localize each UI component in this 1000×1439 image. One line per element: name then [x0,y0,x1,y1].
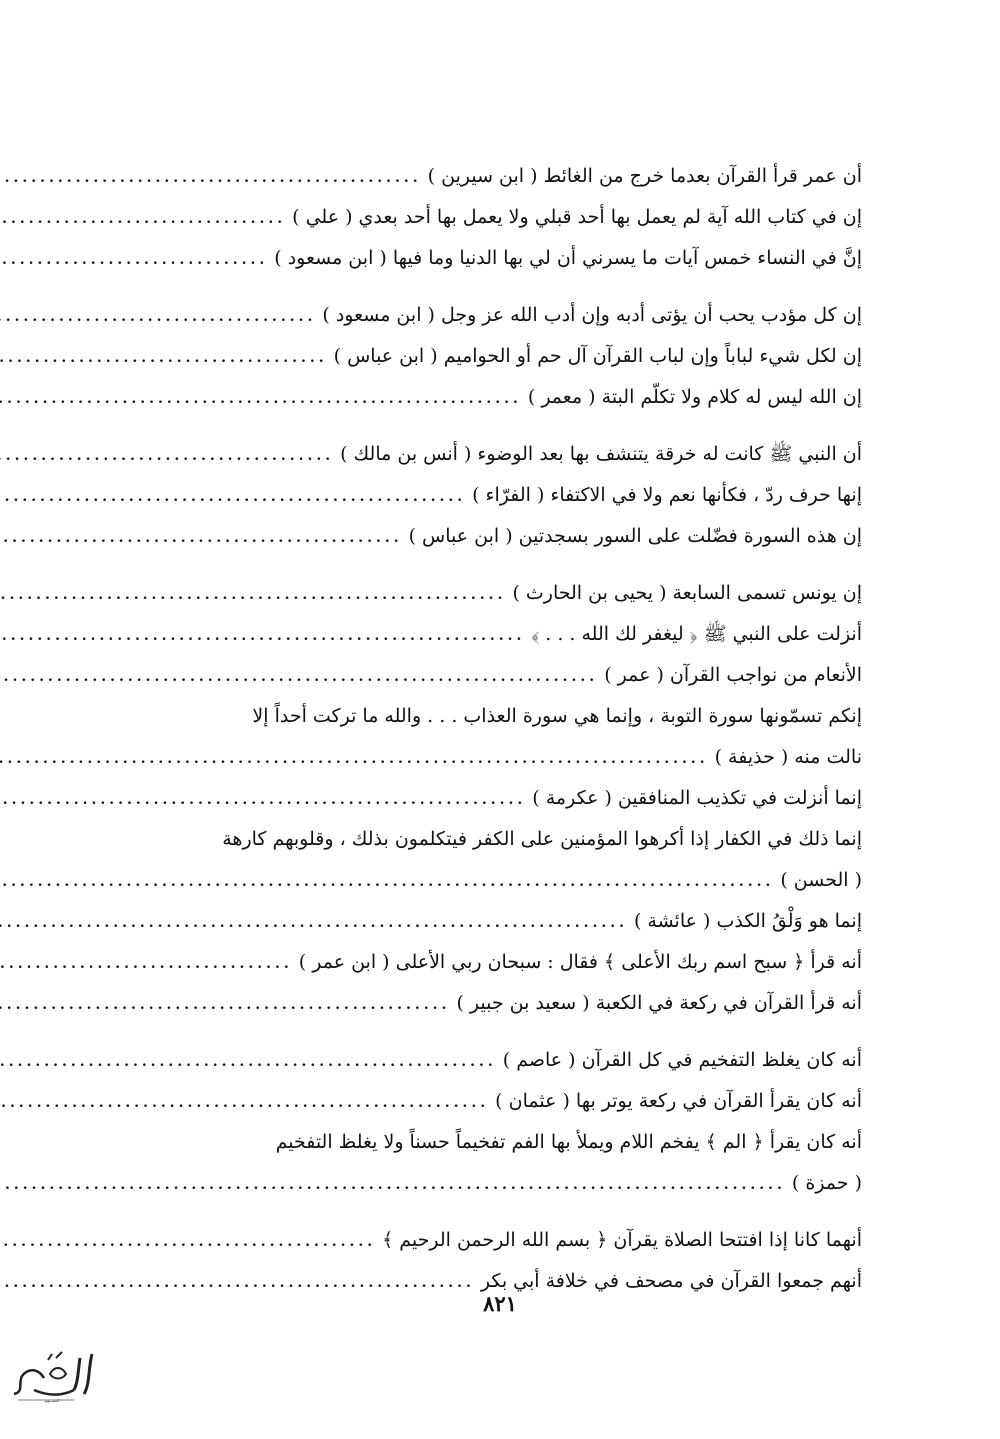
leader-dots [0,1165,792,1206]
index-entry [170,983,862,1024]
leader-dots [0,985,456,1026]
leader-dots [0,575,512,616]
leader-dots [0,862,780,903]
index-entry [170,197,862,238]
index-entry [170,942,862,983]
entry-text: أنه كان يقرأ ﴿ الم ﴾ يفخم اللام ويملأ بها الفم تفخيماً حسناً ولا يغلظ التفخيم [275,1131,862,1153]
entry-text: أن النبي ﷺ كانت له خرقة يتنشف بها بعد الوضوء ( أنس بن مالك ) [340,443,862,465]
entry-text: أن عمر قرأ القرآن بعدما خرج من الغائط ( ابن سيرين ) [427,165,862,187]
entry-text: إنكم تسمّونها سورة التوبة ، وإنما هي سورة العذاب . . . والله ما تركت أحداً إلا [252,705,862,727]
leader-dots [0,436,340,477]
index-entry [170,1081,862,1122]
index-entry [170,475,862,516]
index-entry [170,737,862,778]
entry-text: إنما أنزلت في تكذيب المنافقين ( عكرمة ) [532,787,862,809]
leader-dots [0,518,409,559]
leader-dots [0,158,428,199]
entry-text: إنما ذلك في الكفار إذا أكرهوا المؤمنين على الكفر فيتكلمون بذلك ، وقلوبهم كارهة [222,828,862,850]
index-entries [170,156,862,1302]
entry-text: إنما هو وَلْقُ الكذب ( عائشة ) [633,910,862,932]
entry-text: إن يونس تسمى السابعة ( يحيى بن الحارث ) [512,582,862,604]
leader-dots [0,657,604,698]
entry-text: الأنعام من نواجب القرآن ( عمر ) [604,664,862,686]
entry-text: ( الحسن ) [780,869,862,891]
leader-dots [0,338,334,379]
index-entry [170,655,862,696]
leader-dots [0,240,274,281]
index-entry [170,819,862,860]
index-entry [170,377,862,418]
entry-text: أنه كان يغلظ التفخيم في كل القرآن ( عاصم ) [502,1049,862,1071]
leader-dots [0,379,528,420]
index-entry [170,516,862,557]
calligraphy-logo-icon [4,1344,100,1404]
entry-text: إن كل مؤدب يحب أن يؤتى أدبه وإن أدب الله عز وجل ( ابن مسعود ) [322,304,862,326]
stamp-text: المسـتهم [44,1398,60,1403]
leader-dots [0,1222,382,1263]
index-entry [170,696,862,737]
index-entry [170,778,862,819]
entry-text: أنهم جمعوا القرآن في مصحف في خلافة أبي بكر [480,1270,862,1292]
entry-text: إن الله ليس له كلام ولا تكلّم البتة ( معمر ) [527,386,862,408]
leader-dots [0,1083,495,1124]
entry-text: إن هذه السورة فضّلت على السور بسجدتين ( ابن عباس ) [408,525,862,547]
index-entry [170,1163,862,1204]
entry-text: نالت منه ( حذيفة ) [714,746,862,768]
leader-dots [0,739,715,780]
leader-dots [0,477,472,518]
entry-text: ( حمزة ) [791,1172,862,1194]
entry-text: إنَّ في النساء خمس آيات ما يسرني أن لي بها الدنيا وما فيها ( ابن مسعود ) [274,247,862,269]
page-number: ٨٢١ [483,1291,517,1316]
index-entry [170,295,862,336]
index-entry [170,1040,862,1081]
leader-dots [0,903,634,944]
index-entry [170,614,862,655]
leader-dots [0,297,322,338]
entry-text: إن لكل شيء لباباً وإن لباب القرآن آل حم أو الحواميم ( ابن عباس ) [333,345,862,367]
leader-dots [0,1042,503,1083]
index-entry [170,1220,862,1261]
entry-text: إنها حرف ردّ ، فكأنها نعم ولا في الاكتفاء ( الفرّاء ) [472,484,862,506]
leader-dots [0,780,532,821]
entry-text: أنه كان يقرأ القرآن في ركعة يوتر بها ( عثمان ) [495,1090,862,1112]
leader-dots [0,199,292,240]
index-entry [170,860,862,901]
index-entry [170,238,862,279]
index-entry [170,1122,862,1163]
index-entry [170,156,862,197]
index-entry [170,336,862,377]
index-entry [170,434,862,475]
entry-text: أنه قرأ القرآن في ركعة في الكعبة ( سعيد بن جبير ) [456,992,862,1014]
entry-text: إن في كتاب الله آية لم يعمل بها أحد قبلي ولا يعمل بها أحد بعدي ( علي ) [292,206,862,228]
index-entry [170,573,862,614]
leader-dots [0,944,299,985]
leader-dots [0,616,531,657]
index-entry [170,901,862,942]
entry-text: أنزلت على النبي ﷺ ﴿ ليغفر لك الله . . . ﴾ [531,623,862,645]
entry-text: أنهما كانا إذا افتتحا الصلاة يقرآن ﴿ بسم الله الرحمن الرحيم ﴾ [382,1229,862,1251]
entry-text: أنه قرأ ﴿ سبح اسم ربك الأعلى ﴾ فقال : سبحان ربي الأعلى ( ابن عمر ) [298,951,862,973]
